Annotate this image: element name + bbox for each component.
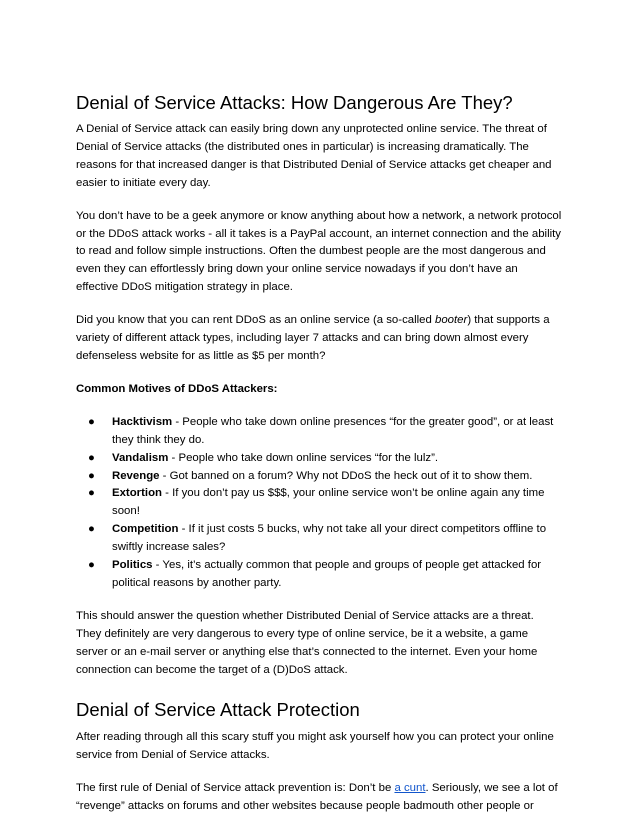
bullet-icon: ● (88, 415, 95, 428)
motive-text: - If it just costs 5 bucks, why not take all your direct competitors offline to swiftly increase sales? (112, 523, 547, 554)
motive-text: - Yes, it’s actually common that people and groups of people get attacked for political reasons by another party. (112, 559, 542, 589)
page-title: Denial of Service Attacks: How Dangerous Are They? (76, 92, 513, 113)
document-page (76, 92, 562, 831)
section-heading-protection: Denial of Service Attack Protection (76, 699, 360, 721)
bullet-icon: ● (88, 523, 95, 536)
bullet-icon: ● (88, 559, 95, 572)
list-item (76, 485, 562, 521)
paragraph-protection-intro: After reading through all this scary stuff you might ask yourself how you can protect your online service from Denial of Service attacks. (76, 731, 554, 762)
list-item (76, 450, 562, 468)
first-rule-text-before: The first rule of Denial of Service attack prevention is: Don’t be (76, 782, 395, 795)
booter-text-before: Did you know that you can rent DDoS as an online service (a so-called (76, 314, 435, 327)
motives-heading: Common Motives of DDoS Attackers: (76, 382, 278, 395)
motive-term: Competition (112, 523, 179, 536)
list-item (76, 414, 562, 450)
bullet-icon: ● (88, 451, 95, 464)
bullet-icon: ● (88, 469, 95, 482)
motive-text: - If you don’t pay us $$$, your online service won’t be online again any time soon! (112, 487, 545, 518)
first-rule-text-after: . Seriously, we see a lot of “revenge” attacks on forums and other websites because people badmouth other people or (76, 782, 558, 813)
motive-text: - People who take down online presences “for the greater good”, or at least they think they do. (112, 415, 554, 446)
booter-text-after: ) that supports a variety of different attack types, including layer 7 attacks and can bring down almost every defenseless website for as little as $5 per month? (76, 314, 550, 362)
motive-term: Extortion (112, 487, 162, 500)
motive-text: - Got banned on a forum? Why not DDoS the heck out of it to show them. (159, 469, 533, 482)
motive-term: Hacktivism (112, 415, 173, 428)
list-item (76, 557, 562, 593)
paragraph-no-geek: You don’t have to be a geek anymore or know anything about how a network, a network protocol or the DDoS attack works - all it takes is a PayPal account, an internet connection and the ability to read and follow simple instructions. Often the dumbest people are the most dangerous and even they can effortlessly bring down your online service nowadays if you don’t have an effective DDoS mitigation strategy in place. (76, 209, 562, 294)
bullet-icon: ● (88, 487, 95, 500)
motive-term: Revenge (112, 469, 160, 482)
list-item (76, 521, 562, 557)
booter-term: booter (435, 314, 468, 327)
motive-term: Politics (112, 559, 153, 572)
list-item (76, 468, 562, 486)
paragraph-intro: A Denial of Service attack can easily bring down any unprotected online service. The threat of Denial of Service attacks (the distributed ones in particular) is increasing dramatically. The reasons for that increased danger is that Distributed Denial of Service attacks get cheaper and easier to initiate every day. (76, 123, 552, 189)
paragraph-first-rule (76, 780, 562, 816)
motives-list (76, 414, 562, 593)
motive-term: Vandalism (112, 451, 169, 464)
motive-text: - People who take down online services “for the lulz”. (168, 451, 439, 464)
paragraph-conclusion: This should answer the question whether Distributed Denial of Service attacks are a threat. They definitely are very dangerous to every type of online service, be it a website, a game server or an e-mail server or anything else that’s connected to the internet. Even your home connection can become the target of a (D)DoS attack. (76, 609, 538, 676)
paragraph-booter (76, 312, 562, 366)
first-rule-link[interactable]: a cunt (394, 782, 426, 795)
